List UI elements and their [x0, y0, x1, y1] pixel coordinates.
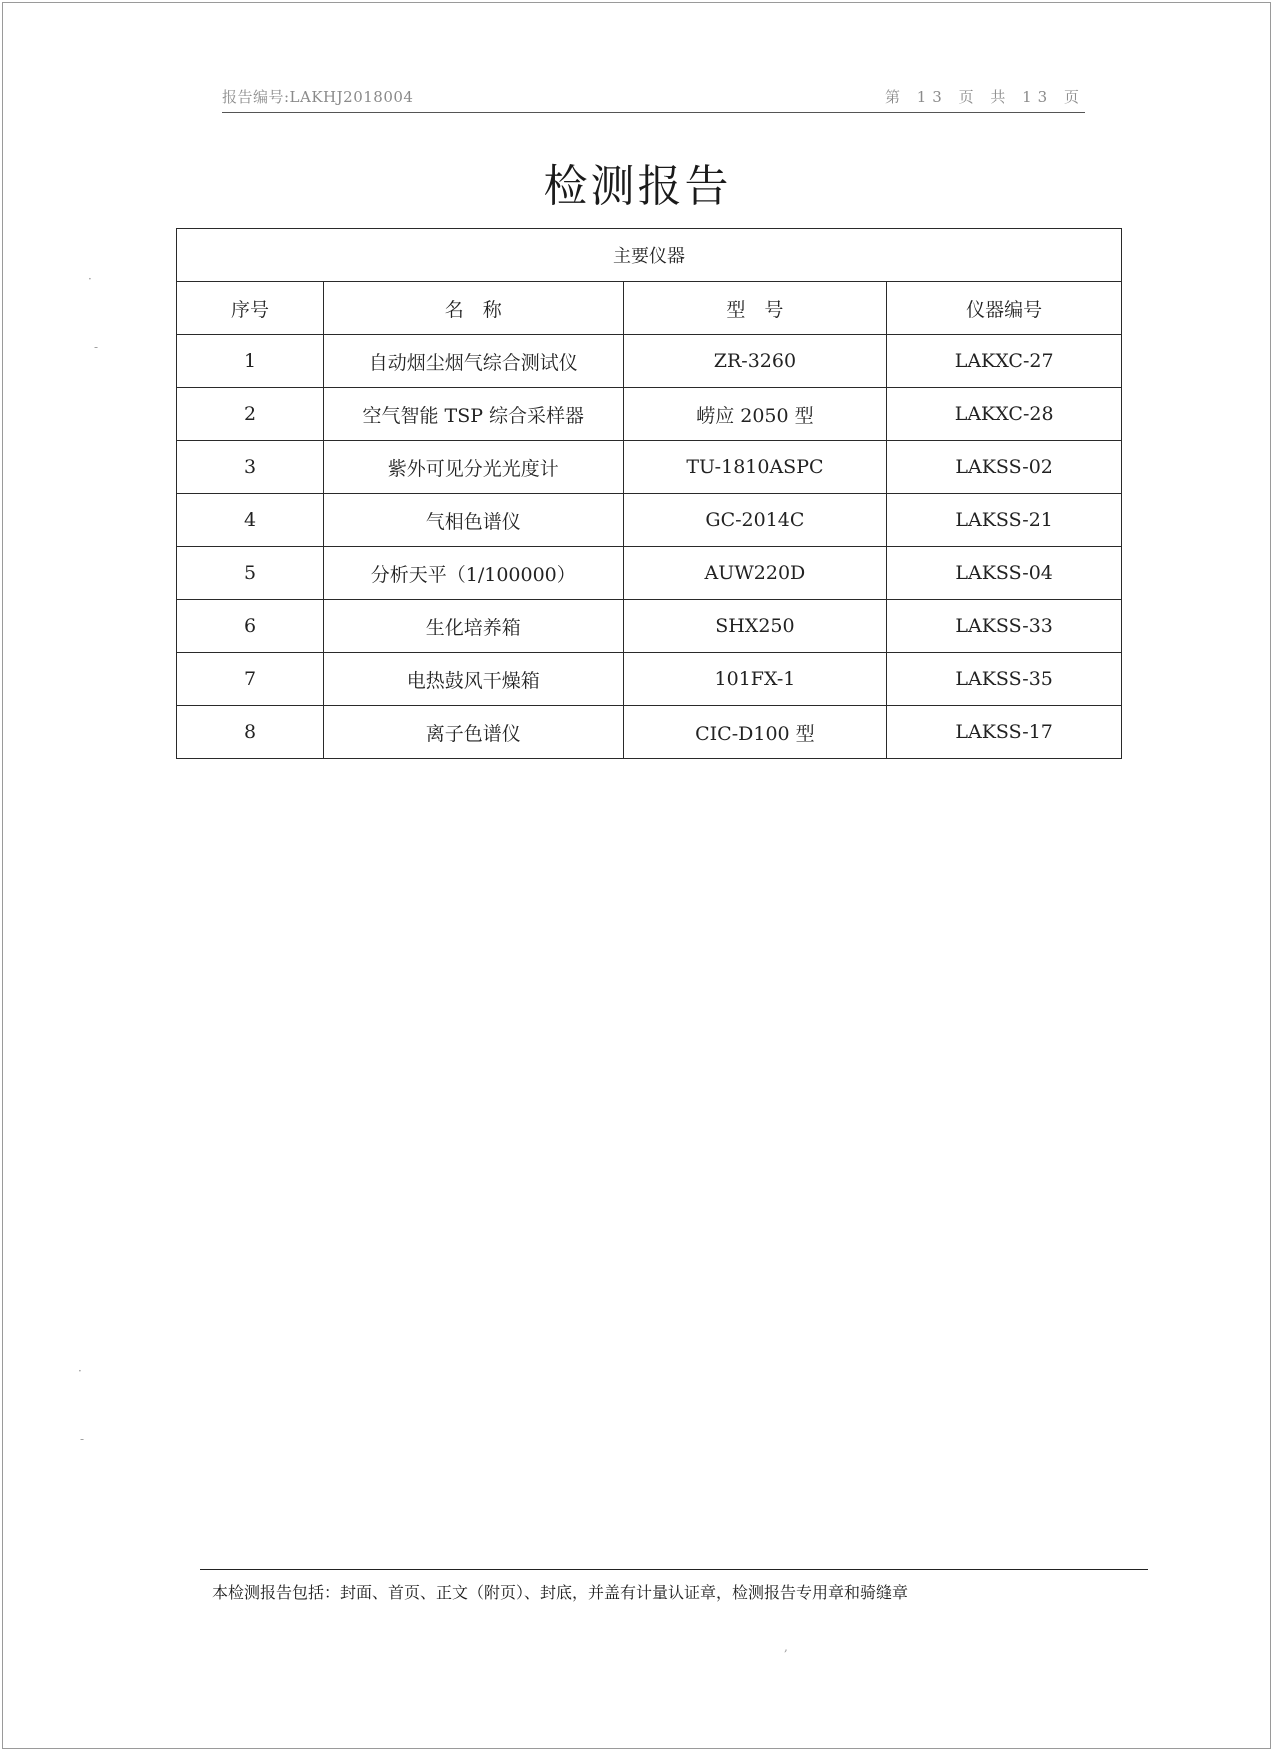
- table-row: [177, 653, 1122, 706]
- cell-no: 2: [177, 388, 324, 441]
- cell-name: 自动烟尘烟气综合测试仪: [323, 335, 623, 388]
- cell-instrument-id: LAKSS-04: [887, 547, 1122, 600]
- column-header-instrument-id: 仪器编号: [887, 282, 1122, 335]
- cell-name: 电热鼓风干燥箱: [323, 653, 623, 706]
- table-row: [177, 441, 1122, 494]
- cell-instrument-id: LAKSS-35: [887, 653, 1122, 706]
- cell-model: GC-2014C: [623, 494, 887, 547]
- column-header-model: 型 号: [623, 282, 887, 335]
- cell-name: 离子色谱仪: [323, 706, 623, 759]
- table-row: [177, 335, 1122, 388]
- cell-no: 4: [177, 494, 324, 547]
- cell-model: TU-1810ASPC: [623, 441, 887, 494]
- table-row: [177, 494, 1122, 547]
- cell-name: 空气智能 TSP 综合采样器: [323, 388, 623, 441]
- cell-name: 紫外可见分光光度计: [323, 441, 623, 494]
- scan-speck: ,: [784, 1640, 788, 1654]
- cell-instrument-id: LAKSS-21: [887, 494, 1122, 547]
- cell-model: AUW220D: [623, 547, 887, 600]
- cell-name: 气相色谱仪: [323, 494, 623, 547]
- cell-name: 生化培养箱: [323, 600, 623, 653]
- cell-name: 分析天平（1/100000）: [323, 547, 623, 600]
- page-info: 第 13 页 共 13 页: [884, 88, 1085, 106]
- cell-instrument-id: LAKXC-28: [887, 388, 1122, 441]
- scan-speck: -: [80, 1432, 85, 1446]
- footer-rule: [200, 1569, 1148, 1570]
- cell-model: ZR-3260: [623, 335, 887, 388]
- report-title: 检测报告: [543, 161, 732, 212]
- table-row: [177, 388, 1122, 441]
- cell-model: CIC-D100 型: [623, 706, 887, 759]
- cell-model: SHX250: [623, 600, 887, 653]
- table-row: [177, 547, 1122, 600]
- scan-speck: ·: [78, 1364, 82, 1378]
- cell-no: 8: [177, 706, 324, 759]
- header-rule: [222, 112, 1085, 113]
- cell-instrument-id: LAKSS-17: [887, 706, 1122, 759]
- table-row: [177, 600, 1122, 653]
- cell-no: 5: [177, 547, 324, 600]
- scan-speck: -: [94, 340, 99, 354]
- column-header-name: 名 称: [323, 282, 623, 335]
- table-caption-row: [177, 229, 1122, 282]
- cell-no: 1: [177, 335, 324, 388]
- footer-note: 本检测报告包括：封面、首页、正文（附页）、封底，并盖有计量认证章，检测报告专用章和骑缝章: [212, 1583, 909, 1602]
- cell-no: 7: [177, 653, 324, 706]
- cell-instrument-id: LAKXC-27: [887, 335, 1122, 388]
- cell-instrument-id: LAKSS-02: [887, 441, 1122, 494]
- cell-no: 6: [177, 600, 324, 653]
- table-caption: 主要仪器: [177, 229, 1122, 282]
- table-row: [177, 706, 1122, 759]
- cell-model: 101FX-1: [623, 653, 887, 706]
- report-number: 报告编号:LAKHJ2018004: [222, 88, 414, 106]
- table-header-row: [177, 282, 1122, 335]
- column-header-no: 序号: [177, 282, 324, 335]
- scan-speck: ·: [88, 272, 92, 286]
- cell-no: 3: [177, 441, 324, 494]
- instruments-table: [176, 228, 1122, 759]
- cell-instrument-id: LAKSS-33: [887, 600, 1122, 653]
- cell-model: 崂应 2050 型: [623, 388, 887, 441]
